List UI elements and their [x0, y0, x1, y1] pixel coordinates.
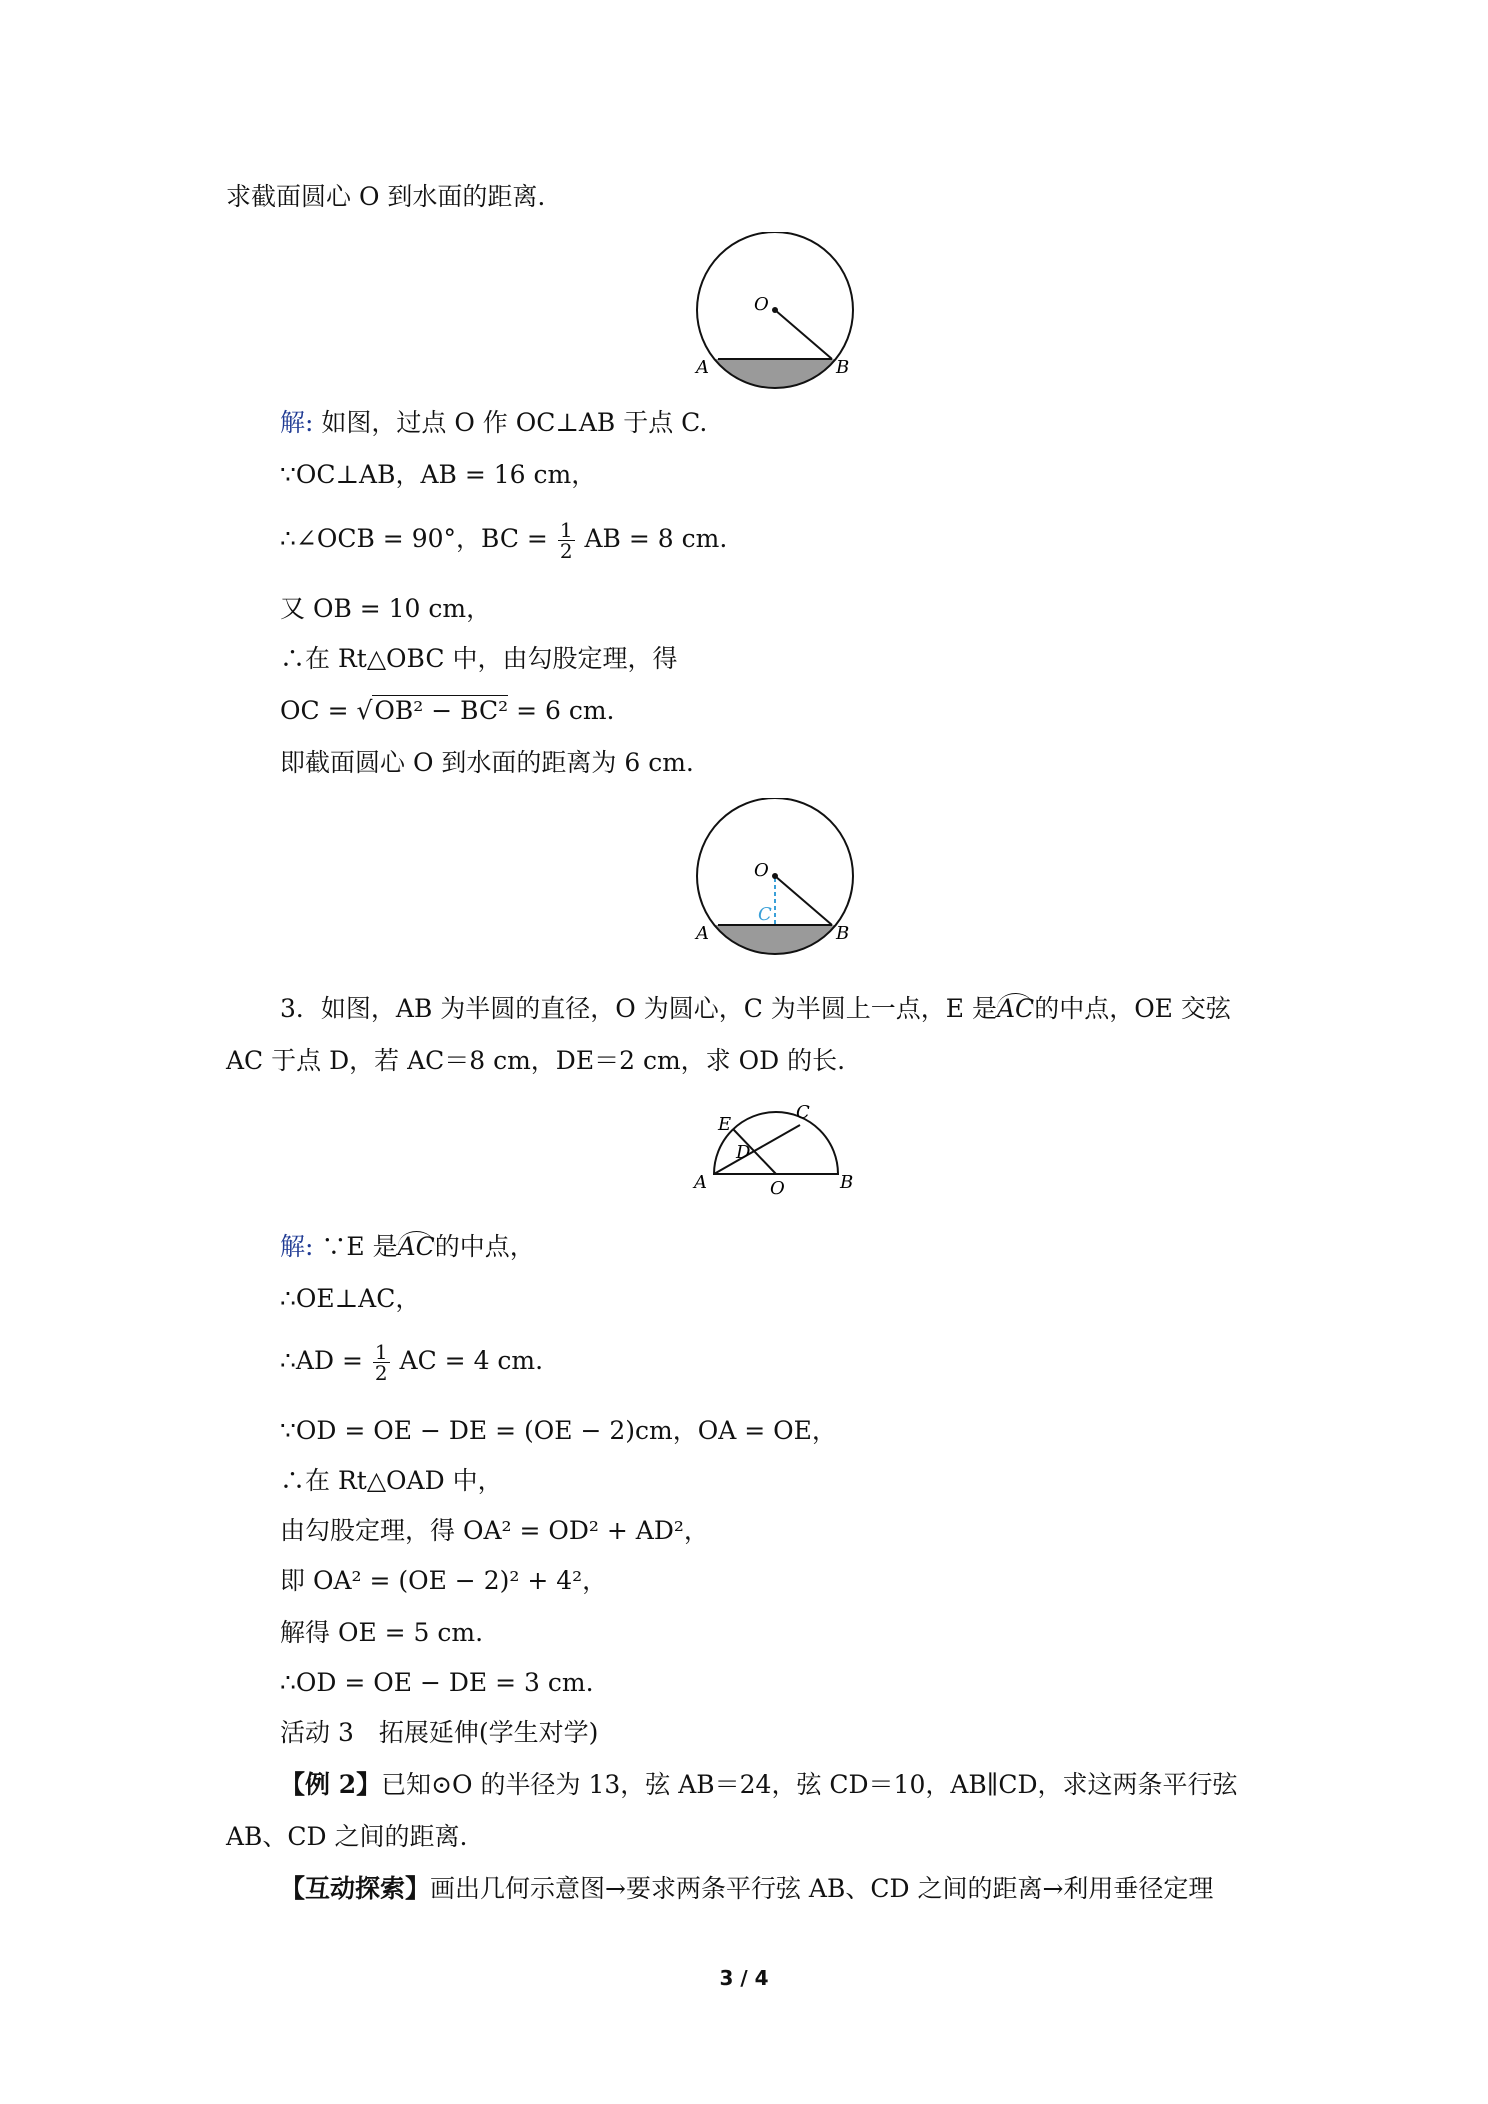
- text-line: ∴在 Rt△OBC 中，由勾股定理，得: [280, 644, 678, 673]
- explore-label: 【互动探索】: [280, 1874, 431, 1903]
- fraction-half: $\frac{1}{2}$: [559, 518, 573, 563]
- radius-ob: [775, 876, 832, 925]
- problem-3-line: 3．如图，AB 为半圆的直径，O 为圆心，C 为半圆上一点，E 是AC的中点，OE 交弦: [280, 994, 1231, 1023]
- text-line: ∴在 Rt△OAD 中，: [280, 1466, 503, 1495]
- text-line: 由勾股定理，得 OA² = OD² + AD²，: [280, 1516, 709, 1545]
- radius-ob: [775, 310, 832, 359]
- example-2-line: 【例 2】已知⊙O 的半径为 13，弦 AB＝24，弦 CD＝10，AB∥CD，求这两条平行弦: [280, 1770, 1238, 1799]
- text-line: ∵OC⊥AB，AB = 16 cm，: [280, 460, 597, 489]
- label-b: B: [836, 923, 850, 944]
- center-point: [772, 307, 778, 313]
- text-line: AB、CD 之间的距离.: [226, 1822, 468, 1851]
- label-c: C: [758, 904, 772, 925]
- label-o: O: [770, 1178, 785, 1198]
- label-b: B: [840, 1172, 854, 1193]
- label-o: O: [754, 294, 769, 315]
- fraction-half: $\frac{1}{2}$: [374, 1340, 388, 1385]
- center-point: [772, 873, 778, 879]
- section-heading: 活动 3 拓展延伸(学生对学): [280, 1718, 599, 1747]
- sqrt-expression: OB² − BC²: [374, 696, 509, 725]
- text-line: OC = √OB² − BC² = 6 cm.: [280, 696, 615, 725]
- solution-line: 解: ∵E 是AC的中点，: [280, 1232, 535, 1261]
- page-number: 3 / 4: [719, 1966, 769, 1990]
- circle-figure-2: [690, 798, 860, 958]
- label-e: E: [718, 1114, 732, 1135]
- solution-line: 解: 如图，过点 O 作 OC⊥AB 于点 C.: [280, 408, 708, 437]
- circle-figure-1: [690, 232, 860, 392]
- semicircle-figure: [688, 1088, 868, 1198]
- label-a: A: [694, 1172, 707, 1193]
- text-line: 即 OA² = (OE − 2)² + 4²，: [280, 1566, 608, 1595]
- text-line: 即截面圆心 O 到水面的距离为 6 cm.: [280, 748, 694, 777]
- text-line: 求截面圆心 O 到水面的距离.: [226, 182, 546, 211]
- text-line: ∵OD = OE − DE = (OE − 2)cm，OA = OE，: [280, 1416, 837, 1445]
- arc-ac: AC: [997, 994, 1035, 1023]
- text-line: 又 OB = 10 cm，: [280, 594, 492, 623]
- label-b: B: [836, 357, 850, 378]
- label-d: D: [736, 1142, 751, 1163]
- text-line: ∴∠OCB = 90°，BC = $\frac{1}{2}$ AB = 8 cm.: [280, 518, 728, 563]
- label-o: O: [754, 860, 769, 881]
- text-line: AC 于点 D，若 AC＝8 cm，DE＝2 cm，求 OD 的长.: [226, 1046, 846, 1075]
- solution-label: 解:: [280, 408, 314, 437]
- label-a: A: [696, 357, 709, 378]
- solution-label: 解:: [280, 1232, 314, 1261]
- label-c: C: [796, 1102, 810, 1123]
- text-line: ∴AD = $\frac{1}{2}$ AC = 4 cm.: [280, 1340, 544, 1385]
- text-line: 解得 OE = 5 cm.: [280, 1618, 484, 1647]
- semicircle: [714, 1112, 838, 1174]
- label-a: A: [696, 923, 709, 944]
- text-line: ∴OD = OE − DE = 3 cm.: [280, 1668, 594, 1697]
- text-line: ∴OE⊥AC，: [280, 1284, 421, 1313]
- interactive-explore-line: 【互动探索】画出几何示意图→要求两条平行弦 AB、CD 之间的距离→利用垂径定理: [280, 1874, 1214, 1903]
- example-label: 【例 2】: [280, 1770, 382, 1799]
- arc-ac: AC: [397, 1232, 435, 1261]
